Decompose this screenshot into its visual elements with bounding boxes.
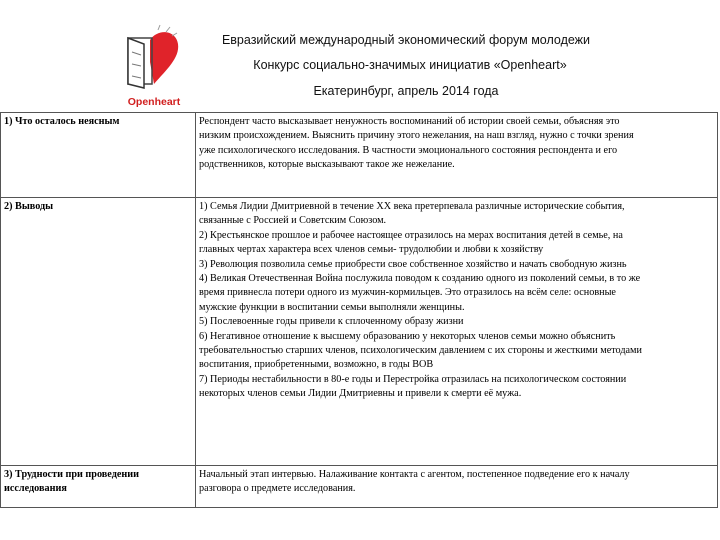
text-line: 1) Семья Лидии Дмитриевной в течение XX века претерпевала различные исторические события, xyxy=(199,201,625,212)
row-content xyxy=(196,113,718,198)
logo-text: Openheart xyxy=(127,96,181,108)
text-line: время привнесла потери одного из мужчин-кормильцев. Это отразилось на всём селе: основные xyxy=(199,287,616,299)
contest-title: Конкурс социально-значимых инициатив «Openheart» xyxy=(253,58,567,72)
text-line: некоторых членов семьи Лидии Дмитриевны и привели к смерти её мужа. xyxy=(199,388,522,400)
text-line: мужские функции в воспитании семьи выполняли женщины. xyxy=(199,301,465,313)
text-line: 2) Крестьянское прошлое и рабочее настоящее отразилось на мерах воспитания детей в семье, на xyxy=(199,229,623,241)
text-line: 5) Послевоенные годы привели к сплоченному образу жизни xyxy=(199,316,464,328)
table-row xyxy=(1,466,718,508)
text-line: разговора о предмете исследования. xyxy=(199,483,356,495)
text-line: Респондент часто высказывает ненужность воспоминаний об истории своей семьи, объясняя это xyxy=(199,116,620,127)
text-line: родственников, которые высказывают такое же нежелание. xyxy=(199,159,455,171)
text-line: 6) Негативное отношение к высшему образованию у некоторых членов семьи можно объяснить xyxy=(199,330,616,342)
row-label: 1) Что осталось неясным xyxy=(1,113,196,198)
forum-title: Евразийский международный экономический форум молодежи xyxy=(221,33,591,47)
table-row xyxy=(1,113,718,198)
row-label: 3) Трудности при проведении исследования xyxy=(1,466,196,508)
text-line: 4) Великая Отечественная Война послужила поводом к созданию одного из поколений семьи, в то же xyxy=(199,273,641,285)
text-line: 7) Периоды нестабильности в 80-е годы и Перестройка отразилась на психологическом состоянии xyxy=(199,373,627,385)
heart-door-icon xyxy=(114,24,194,98)
table-row xyxy=(1,198,718,466)
row-content xyxy=(196,466,718,508)
row-label: 2) Выводы xyxy=(1,198,196,466)
text-line: уже психологического исследования. В частности эмоционального состояния респондента и его xyxy=(199,144,618,156)
text-line: 3) Революция позволила семье приобрести свое собственное хозяйство и начать свободную жизнь xyxy=(199,258,627,270)
text-line: главных чертах характера всех членов семьи- трудолюбии и любви к хозяйству xyxy=(199,244,544,256)
findings-table xyxy=(0,112,718,508)
text-line: связанные с Россией и Советским Союзом. xyxy=(199,215,387,227)
row-content xyxy=(196,198,718,466)
text-line: низким происхождением. Выяснить причину этого нежелания, на наш взгляд, нужно с точки зрения xyxy=(199,130,634,142)
text-line: воспитания, приобретенными, возможно, в годы ВОВ xyxy=(199,359,434,371)
location-date: Екатеринбург, апрель 2014 года xyxy=(313,84,499,98)
text-line: Начальный этап интервью. Налаживание контакта с агентом, постепенное подведение его к началу xyxy=(199,469,630,480)
openheart-logo xyxy=(114,24,194,110)
text-line: требовательностью старших членов, психологическим давлением с их стороны и жесткими методами xyxy=(199,345,642,357)
